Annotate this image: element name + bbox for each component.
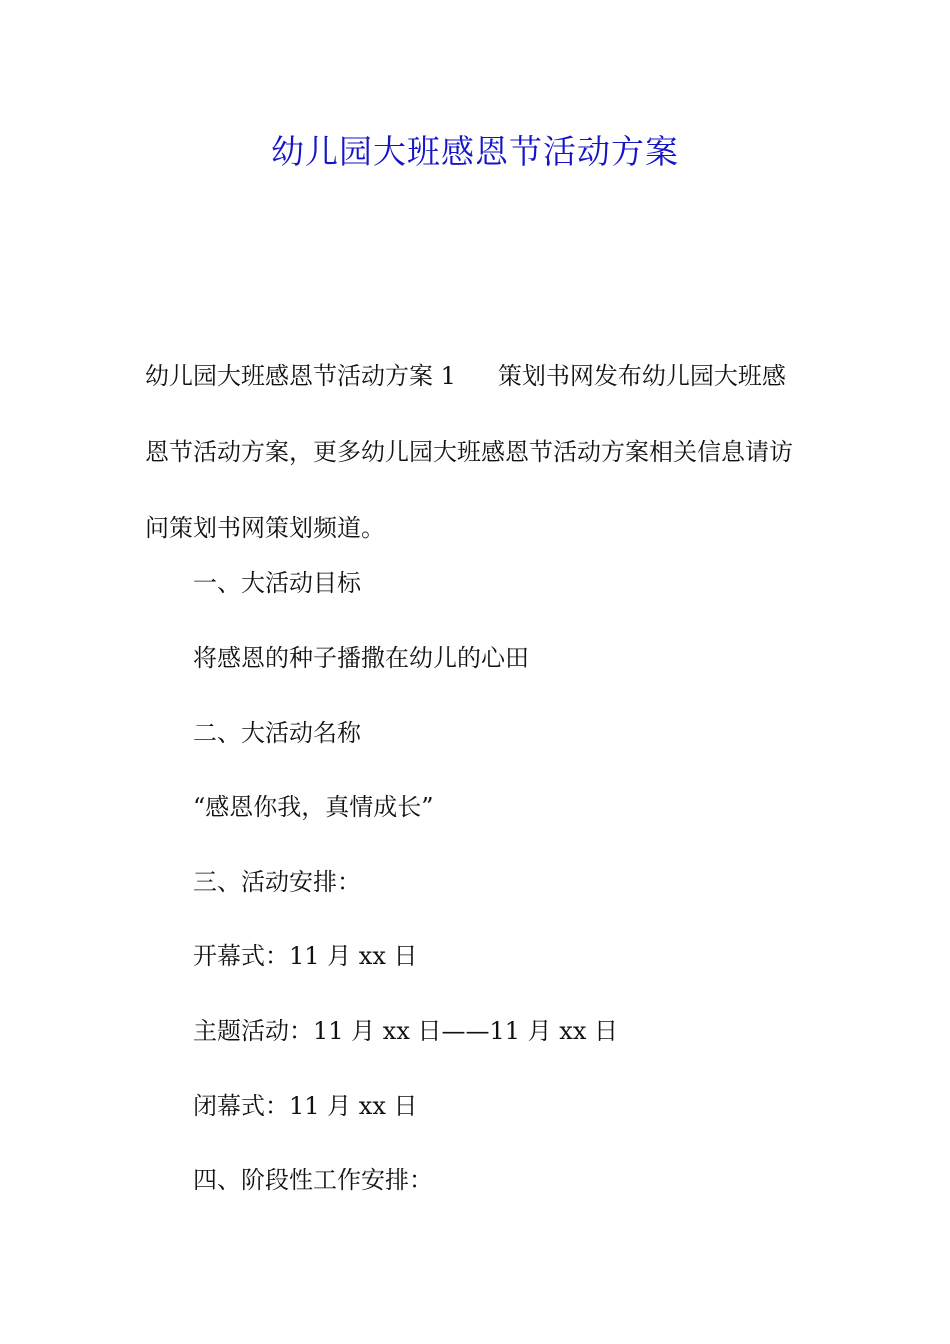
intro-paragraph — [145, 338, 815, 566]
schedule-closing: 闭幕式：11 月 xx 日 — [193, 1092, 418, 1120]
intro-line-2: 恩节活动方案，更多幼儿园大班感恩节活动方案相关信息请访 — [145, 438, 793, 466]
intro-line-3: 问策划书网策划频道。 — [145, 514, 385, 542]
section-heading-goal: 一、大活动目标 — [193, 569, 361, 597]
intro-line-1 — [145, 338, 815, 414]
section-heading-phases: 四、阶段性工作安排： — [193, 1166, 433, 1194]
intro-line-1-part-2: 策划书网发布幼儿园大班感 — [497, 362, 786, 390]
activity-name-text: “感恩你我，真情成长” — [193, 793, 434, 821]
intro-line-1-part-1: 幼儿园大班感恩节活动方案 1 — [145, 362, 456, 390]
document-title: 幼儿园大班感恩节活动方案 — [271, 132, 679, 171]
section-heading-schedule: 三、活动安排： — [193, 868, 361, 896]
goal-text: 将感恩的种子播撒在幼儿的心田 — [193, 644, 529, 672]
schedule-opening: 开幕式：11 月 xx 日 — [193, 942, 418, 970]
section-heading-name: 二、大活动名称 — [193, 719, 361, 747]
schedule-theme-activities: 主题活动：11 月 xx 日——11 月 xx 日 — [193, 1017, 618, 1045]
